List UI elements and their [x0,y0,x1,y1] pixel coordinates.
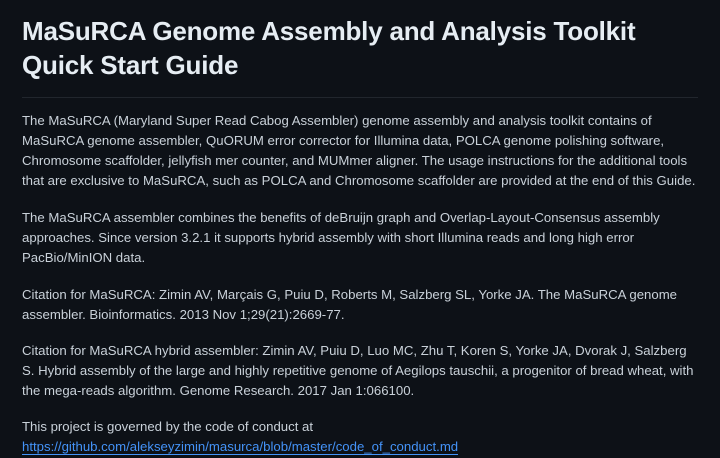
page-title: MaSuRCA Genome Assembly and Analysis Toolkit Quick Start Guide [22,16,636,81]
code-of-conduct-text: This project is governed by the code of conduct at [22,419,314,435]
paragraph-overview: The MaSuRCA (Maryland Super Read Cabog Assembler) genome assembly and analysis toolkit contains of MaSuRCA genome assembler, QuORUM error corrector for Illumina data, POLCA genome polishing software, Chromosome scaffolder, jellyfish mer counter, and MUMmer aligner. The usage instructions for the additional tools that are exclusive to MaSuRCA, such as POLCA and Chromosome scaffolder are provided at the end of this Guide. [22,112,696,188]
paragraph-code-of-conduct [22,417,698,457]
paragraph-citation-masurca: Citation for MaSuRCA: Zimin AV, Marçais G, Puiu D, Roberts M, Salzberg SL, Yorke JA. The MaSuRCA genome assembler. Bioinformatics. 2013 Nov 1;29(21):2669-77. [22,287,678,323]
title-divider [22,97,698,98]
paragraph-citation-hybrid: Citation for MaSuRCA hybrid assembler: Zimin AV, Puiu D, Luo MC, Zhu T, Koren S, Yorke JA, Dvorak J, Salzberg S. Hybrid assembly of the large and highly repetitive genome of Aegilops tauschii, a progenitor of bread wheat, with the mega-reads algorithm. Genome Research. 2017 Jan 1:066100. [22,343,694,399]
paragraph-assembler-description: The MaSuRCA assembler combines the benefits of deBruijn graph and Overlap-Layout-Consensus assembly approaches. Since version 3.2.1 it supports hybrid assembly with short Illumina reads and long high error PacBio/MinION data. [22,209,660,265]
code-of-conduct-link[interactable]: https://github.com/alekseyzimin/masurca/blob/master/code_of_conduct.md [22,439,459,455]
